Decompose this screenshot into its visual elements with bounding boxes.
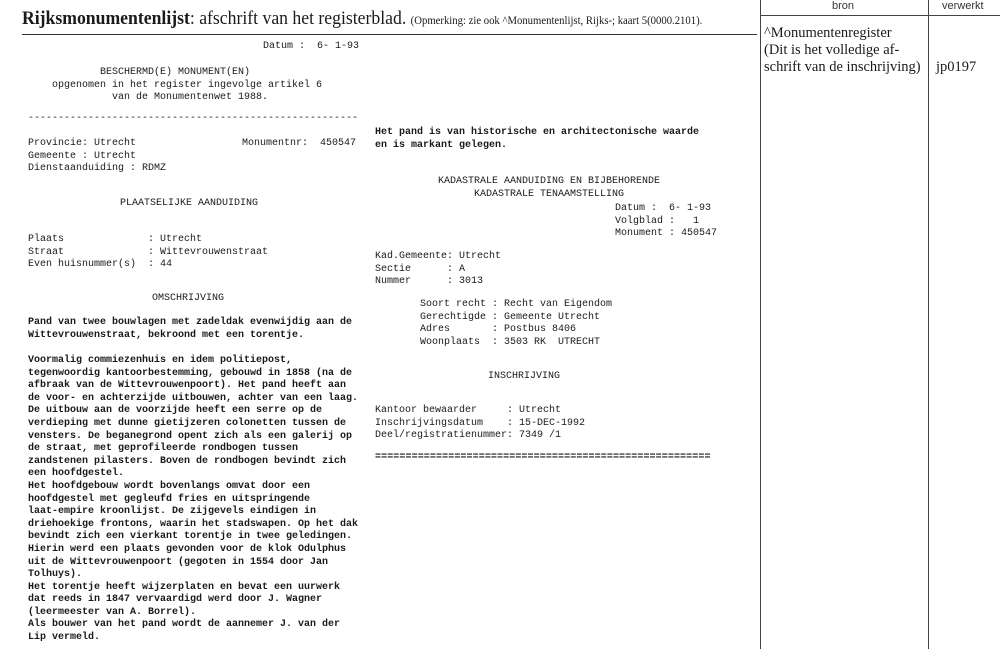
divider-dashes: ------------------------------------------------------- xyxy=(28,113,359,124)
inschrijving-title: INSCHRIJVING xyxy=(488,371,561,382)
title-note: (Opmerking: zie ook ^Monumentenlijst, Rijks-; kaart 5(0000.2101). xyxy=(410,15,703,27)
recht-block: Soort recht : Recht van Eigendom Gerechtigde : Gemeente Utrecht Adres : Postbus 8406 Woonplaats : 3503 RK UTRECHT xyxy=(420,299,613,348)
datum: Datum : 6- 1-93 xyxy=(263,41,360,52)
column-divider xyxy=(928,0,929,649)
provincie-block: Provincie: Utrecht Gemeente : Utrecht Dienstaanduiding : RDMZ xyxy=(28,138,167,175)
omschrijving-title: OMSCHRIJVING xyxy=(152,293,225,304)
inschrijving-block: Kantoor bewaarder : Utrecht Inschrijvingsdatum : 15-DEC-1992 Deel/registratienummer: 7349 /1 xyxy=(375,405,586,442)
end-dashes: ======================================================= xyxy=(375,452,711,463)
col-bron-header: bron xyxy=(832,0,855,12)
document-title xyxy=(22,8,702,30)
side-divider xyxy=(760,0,761,649)
title-rule xyxy=(22,34,757,35)
bron-value: ^Monumentenregister (Dit is het volledige af- schrift van de inschrijving) xyxy=(764,25,921,75)
description-para2: Voormalig commiezenhuis en idem politiepost, tegenwoordig kantoorbestemming, gebouwd in 1858 (na de afbraak van de Wittevrouwenpoort). Het pand heeft aan de voor- en achterzijde uitbouwen, achter van een laag. De uitbouw aan de voorzijde heeft een serre op de verdieping met dunne gietijzeren colonetten tussen de vensters. De beganegrond opent zich als een galerij op de straat, met geprofileerde rondbogen tussen zandstenen pilasters. Boven de rondbogen bevindt zich een hoofdgestel. Het hoofdgebouw wordt bovenlangs omvat door een hoofdgestel met gegleufd fries en uitspringende laat-empire kroonlijst. De zijgevels eindigen in driehoekige frontons, waarin het stadswapen. Op het dak bevindt zich een vierkant torentje in twee geledingen. Hierin werd een plaats gevonden voor de klok Odulphus uit de Wittevrouwenpoort (gegoten in 1554 door Jan Tolhuys). Het torentje heeft wijzerplaten en bevat een uurwerk dat reeds in 1847 vervaardigd werd door J. Wagner (leermeester van A. Borrel). Als bouwer van het pand wordt de aannemer J. van der Lip vermeld. xyxy=(28,355,359,644)
kadastrale-title: KADASTRALE AANDUIDING EN BIJBEHORENDE KADASTRALE TENAAMSTELLING xyxy=(438,176,661,200)
col-verwerkt-header: verwerkt xyxy=(942,0,984,12)
monumentnr: Monumentnr: 450547 xyxy=(242,138,357,149)
description-para1: Pand van twee bouwlagen met zadeldak evenwijdig aan de Wittevrouwenstraat, bekroond met een torentje. xyxy=(28,317,353,341)
waarde-text: Het pand is van historische en architectonische waarde en is markant gelegen. xyxy=(375,127,700,151)
title-bold: Rijksmonumentenlijst xyxy=(22,8,190,29)
title-rest: : afschrift van het registerblad. xyxy=(189,8,407,29)
kadastrale-meta: Datum : 6- 1-93 Volgblad : 1 Monument : 450547 xyxy=(615,203,718,240)
protected-heading: BESCHERMD(E) MONUMENT(EN) opgenomen in het register ingevolge artikel 6 van de Monumentenwet 1988. xyxy=(52,67,323,104)
verwerkt-value: jp0197 xyxy=(936,59,977,75)
address-block: Plaats : Utrecht Straat : Wittevrouwenstraat Even huisnummer(s) : 44 xyxy=(28,234,269,271)
plaatselijke-title: PLAATSELIJKE AANDUIDING xyxy=(120,198,259,209)
side-header-rule xyxy=(760,15,1000,16)
kad-block: Kad.Gemeente: Utrecht Sectie : A Nummer : 3013 xyxy=(375,251,502,288)
